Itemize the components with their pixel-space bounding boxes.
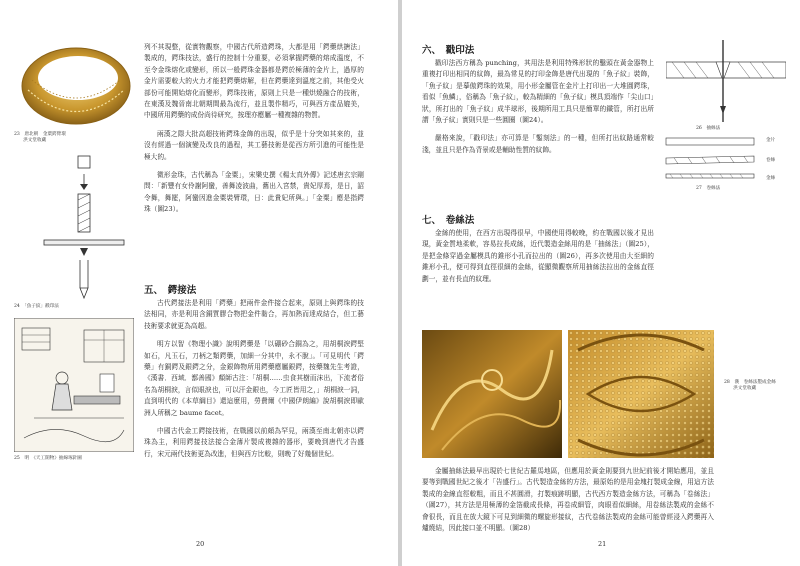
wire-rolling-diagram bbox=[664, 136, 764, 182]
label-rolled-wire: 卷絲 bbox=[766, 158, 776, 163]
gold-filigree-photo-2 bbox=[568, 330, 714, 458]
paragraph-4: 古代鍔接法是利用「鍔藥」把兩件金件接合起來，原則上與鍔珠的技法相同，亦是利用含銅質膠合物把金件黏合，再加熱而達成結合，但工藝技術要求就更為高超。 bbox=[144, 299, 364, 330]
figure-25-caption: 25 明 《天工開物》抽線琢針圖 bbox=[14, 456, 82, 461]
paragraph-1: 列不其現整，從實物觀察，中國古代所造鍔珠，大都是用「鍔藥烘搪法」製成的，鍔珠技法，盛行的控制十分重要，必須掌握鍔藥的熔成溫度，不至令金珠熔化或變形，所以一般鍔珠金器都是鍔於極薄的金片上，過厚的金片需要較大的火力才能把鍔藥熔解，但在鍔藥達到溫度之前，其他受火部份可能開始熔化而變形，鍔珠技術，原則上只是一種烘燒融合的技術，在東漢及魏晉南北朝期間最為流行，並且製作精巧，可與西方產品媲美，中國所用鍔藥的成份尚待研究，按理亦應屬一種複雜的物質。 bbox=[144, 43, 364, 120]
paragraph-5: 明方以智《物理小識》說明鍔藥是「以硼砂合銅為之，用胡桐淚鍔堅如石，凡玉石，刀柄之類鍔藥，加細一分其中，永不脫」。「可見明代「鍔藥」有銅鍔及銀鍔之分，金銀飾物所用鍔藥應屬銀鍔，按藥魏先生考證，《漢書．西域．鄯善國》顏師古注：「胡桐……虫食其樹而沫出，下流者俗名為胡桐淚，言似眼淚也，可以汗金銀也，今工匠皆用之，」胡桐淚一詞，直到明代的《本草綱目》還這麼用，勞費爾《中國伊朗編》說胡桐淚即歐洲人所稱之 baume facet。 bbox=[144, 340, 364, 417]
paragraph-3: 微形金珠，古代稱為「金粟」，宋樂史撰《楊太真外傳》記述唐玄宗剛問：「新豐有女伶謝阿蠻，善舞凌波曲，舊出入宮禁，貴妃厚焉，是日，詔令舞，舞罷，阿蠻因進金粟裝臂環，日：此貴妃所與。」「金粟」應是指鍔珠（圖23）。 bbox=[144, 171, 364, 214]
figure-28-caption: 28 漢 卷絲法製成金絲 洪文堂收藏 bbox=[724, 380, 776, 392]
figure-23-caption: 23 唐北朝 金粟鍔臂環 洪文堂收藏 bbox=[14, 132, 66, 144]
paragraph-6: 中國古代金工鍔接技術，在戰國以前頗為罕見，兩漢至南北朝亦以鍔珠為主，利用鍔接技法接合金薄片製成複雜的器形，要晚到唐代才告盛行，宋元兩代技術更為改進，但與西方比較，則晚了好幾個世紀。 bbox=[144, 427, 364, 458]
section-heading-5: 五、 鍔接法 bbox=[144, 285, 197, 296]
figure-24-caption: 24 「魚子紋」戳印法 bbox=[14, 304, 59, 309]
figure-27-caption: 27 卷絲法 bbox=[696, 186, 721, 191]
right-text-block-2 bbox=[422, 228, 654, 292]
paragraph-9: 金絲的使用，在西方出現得很早，中國使用得較晚，約在戰國以後才見出現，黃金質地柔軟，容易拉長成絲，近代製造金絲用的是「抽絲法」（圖25），是把金條穿過金屬模具的錐形小孔而拉出的（圖26），再多次使用由大至細的錐形小孔，便可得到直徑很細的金絲，從顯微觀察所用抽絲法拉出的金絲直徑劃一，並有長直的紋理。 bbox=[422, 229, 654, 283]
page-number-left: 20 bbox=[196, 540, 205, 548]
right-page bbox=[402, 0, 800, 566]
label-gold-piece: 金片 bbox=[766, 138, 776, 143]
paragraph-8: 嚴格來說，「戳印法」亦可算是「鏨刻法」的一種，但所打出紋路通常較淺，並且只是作為背景或是輔助性質的紋飾。 bbox=[422, 134, 654, 154]
paragraph-7: 戳印法西方稱為 punching，其用法是利用特殊形狀的鑿頭在黃金器物上重複打印出相同的紋飾，最為常見的打印金飾是唐代出現的「魚子紋」裝飾，「魚子紋」是摹傲鍔珠的效果，用小形金屬管在金片上打印出一大堆圓鍔珠，看似「魚鱗」，俗稱為「魚子紋」，較為精細的「魚子紋」模具頂端作「尖山口」狀，所打出的「魚子紋」成半球形，後期所用工具只是簡單的鐵管，所打出所謂「魚子紋」實則只是一些圓圈（圖24）。 bbox=[422, 59, 654, 125]
section-heading-6: 六、 戳印法 bbox=[422, 45, 475, 56]
figure-26-caption: 26 抽絲法 bbox=[696, 126, 721, 131]
right-text-block-1 bbox=[422, 58, 654, 163]
wire-drawing-diagram bbox=[666, 40, 786, 122]
left-page bbox=[0, 0, 398, 566]
section-heading-7: 七、 卷絲法 bbox=[422, 215, 475, 226]
right-text-block-3 bbox=[422, 466, 714, 541]
gold-bracelet-photo bbox=[18, 38, 134, 130]
label-gold-wire: 金絲 bbox=[766, 176, 776, 181]
paragraph-2: 兩漢之際大批高超技術鍔珠金飾的出現，似乎是十分突如其來的，並沒有經過一個演變及改良的過程，其工藝技術是從西方所引進的可能性是極大的。 bbox=[144, 129, 364, 161]
left-text-block-1 bbox=[144, 42, 364, 223]
paragraph-10: 金屬抽絲法最早出現於七世紀古羅馬地區，但應用於黃金則要到九世紀前後才開始應用，並且要等到戰國世紀之後才「告盛行」。古代製造金絲的方法，最原始的是用金塊打製成金線，用這方法製成的金線直徑較粗，而且不甚圓滑，打製痕跡明顯，古代西方製造金絲方法，可稱為「卷絲法」（圖27），其方法是用極薄的金箔截成長條，再卷成細管，肉眼看似細絲，用卷絲法製成的金絲不會很長，而且在放大鏡下可見到細微的螺旋形接紋，古代卷絲法製成的金絲可能曾經浸入鍔藥再入爐燒結，因此接口並不明顯。（圖28） bbox=[422, 467, 714, 533]
punching-diagram bbox=[40, 150, 130, 302]
gold-filigree-photo-1 bbox=[422, 330, 562, 458]
page-number-right: 21 bbox=[598, 540, 607, 548]
left-text-block-2 bbox=[144, 298, 364, 467]
woodblock-illustration bbox=[14, 318, 134, 452]
